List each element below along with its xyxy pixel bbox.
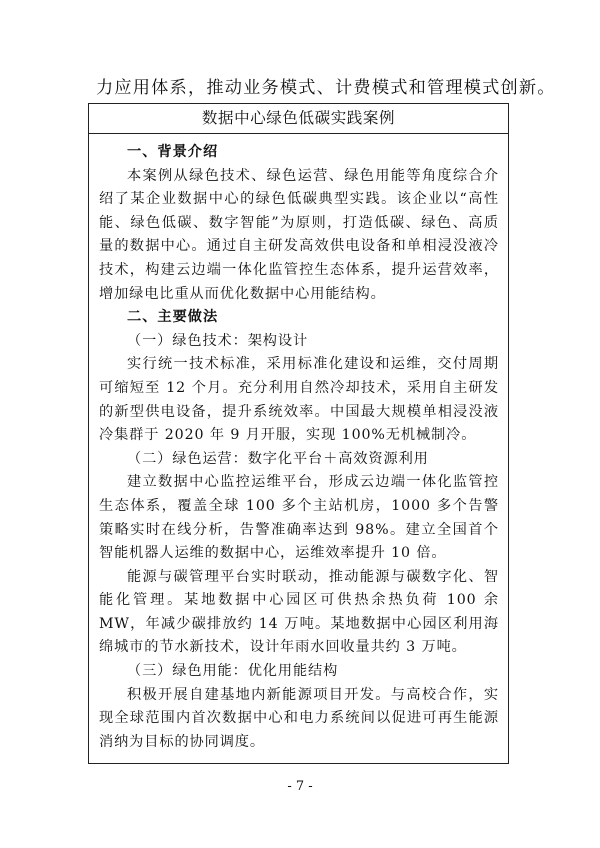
subsection-heading-green-tech: （一）绿色技术：架构设计	[127, 332, 309, 349]
green-operations-paragraph-2: 能源与碳管理平台实时联动，推动能源与碳数字化、智能化管理。某地数据中心园区可供热余热负荷 100 余 MW，年减少碳排放约 14 万吨。某地数据中心园区利用海绵城市的节水新技术，设计年雨水回收量共约 3 万吨。	[99, 568, 499, 656]
green-operations-paragraph-1: 建立数据中心监控运维平台，形成云边端一体化监管控生态体系，覆盖全球 100 多个主站机房，1000 多个告警策略实时在线分析，告警准确率达到 98%。建立全国首个智能机器人运维的数据中心，运维效率提升 10 倍。	[99, 474, 499, 562]
section-heading-background: 一、背景介绍	[127, 144, 219, 160]
lead-paragraph-line: 力应用体系，推动业务模式、计费模式和管理模式创新。	[96, 78, 556, 98]
background-paragraph: 本案例从绿色技术、绿色运营、绿色用能等角度综合介绍了某企业数据中心的绿色低碳典型实践。该企业以“高性能、绿色低碳、数字智能”为原则，打造低碳、绿色、高质量的数据中心。通过自主研发高效供电设备和单相浸没液冷技术，构建云边端一体化监管控生态体系，提升运营效率，增加绿电比重从而优化数据中心用能结构。	[99, 167, 499, 302]
case-study-title: 数据中心绿色低碳实践案例	[89, 104, 508, 134]
case-study-body	[89, 134, 508, 754]
subsection-heading-green-operations: （二）绿色运营：数字化平台＋高效资源利用	[127, 450, 429, 467]
case-study-box	[88, 103, 509, 764]
green-tech-paragraph: 实行统一技术标准，采用标准化建设和运维，交付周期可缩短至 12 个月。充分利用自然冷却技术，采用自主研发的新型供电设备，提升系统效率。中国最大规模单相浸没液冷集群于 2020 年 9 月开服，实现 100%无机械制冷。	[99, 356, 499, 444]
section-heading-main-practices: 二、主要做法	[127, 309, 219, 326]
green-energy-paragraph: 积极开展自建基地内新能源项目开发。与高校合作，实现全球范围内首次数据中心和电力系统间以促进可再生能源消纳为目标的协同调度。	[99, 686, 499, 750]
subsection-heading-green-energy: （三）绿色用能：优化用能结构	[127, 663, 339, 680]
page-number: - 7 -	[287, 779, 313, 794]
